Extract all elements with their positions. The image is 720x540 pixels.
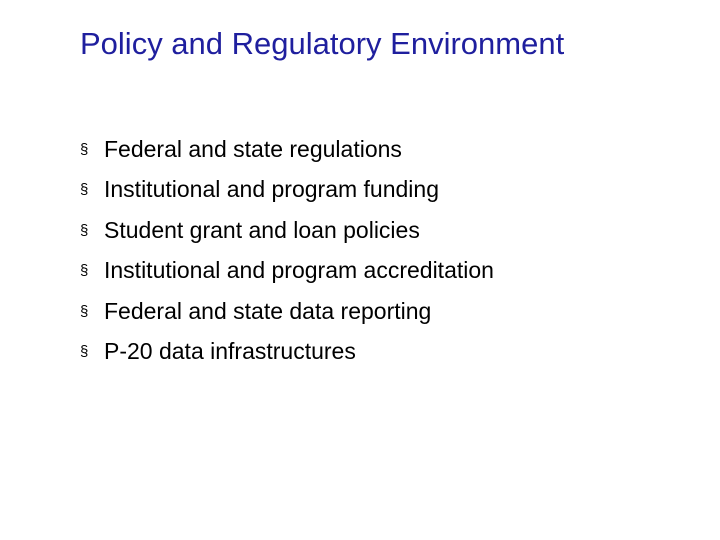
bullet-item-institutional-program-funding xyxy=(80,170,494,211)
bullet-marker-icon: § xyxy=(80,262,89,280)
bullet-marker-icon: § xyxy=(80,343,89,361)
bullet-text: Federal and state data reporting xyxy=(104,297,432,324)
bullet-text: Institutional and program funding xyxy=(104,176,439,203)
bullet-text: Student grant and loan policies xyxy=(104,216,420,243)
bullet-text: P-20 data infrastructures xyxy=(104,338,356,365)
bullet-text: Institutional and program accreditation xyxy=(104,257,494,284)
bullet-item-student-grant-loan-policies xyxy=(80,210,494,251)
bullet-marker-icon: § xyxy=(80,221,89,239)
bullet-item-federal-state-regulations xyxy=(80,129,494,170)
slide-title: Policy and Regulatory Environment xyxy=(80,26,565,61)
bullet-text: Federal and state regulations xyxy=(104,135,402,162)
bullet-item-federal-state-data-reporting xyxy=(80,291,494,332)
bullet-marker-icon: § xyxy=(80,302,89,320)
bullet-list xyxy=(80,129,494,372)
bullet-item-institutional-program-accreditation xyxy=(80,251,494,292)
bullet-marker-icon: § xyxy=(80,140,89,158)
bullet-marker-icon: § xyxy=(80,181,89,199)
bullet-item-p20-data-infrastructures xyxy=(80,332,494,373)
